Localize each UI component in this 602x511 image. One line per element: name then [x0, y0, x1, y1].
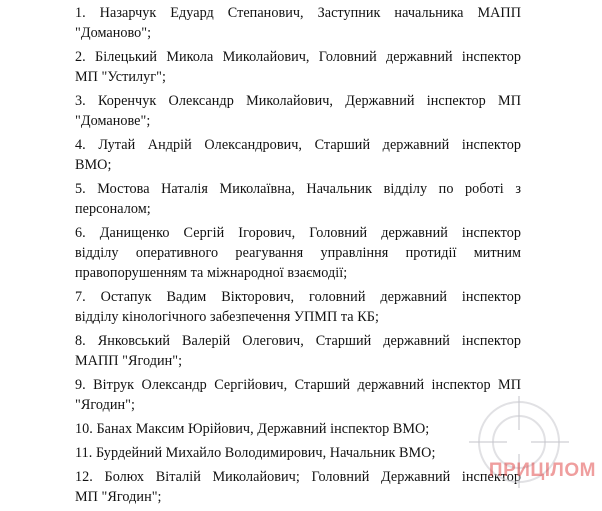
- list-item-line: 6. Данищенко Сергій Ігорович, Головний державний інспектор: [75, 225, 521, 241]
- watermark-text: ПРИЦІЛОМ: [488, 460, 596, 481]
- list-item-line: МП "Ягодин";: [75, 489, 162, 505]
- list-item-line: "Ягодин";: [75, 397, 135, 413]
- list-item-line: 5. Мостова Наталія Миколаївна, Начальник відділу по роботі з: [75, 181, 521, 197]
- list-item-line: відділу кінологічного забезпечення УПМП та КБ;: [75, 309, 379, 325]
- list-item: [75, 223, 521, 283]
- list-item-line: 4. Лутай Андрій Олександрович, Старший державний інспектор: [75, 137, 521, 153]
- document-body: [75, 3, 521, 511]
- list-item-line: відділу оперативного реагування управління протидії митним: [75, 245, 521, 261]
- list-item-line: МП "Устилуг";: [75, 69, 167, 85]
- list-item-line: "Доманове";: [75, 113, 151, 129]
- list-item: [75, 91, 521, 131]
- list-item-line: 10. Банах Максим Юрійович, Державний інспектор ВМО;: [75, 421, 430, 437]
- list-item: [75, 135, 521, 175]
- list-item: [75, 3, 521, 43]
- list-item-line: 1. Назарчук Едуард Степанович, Заступник начальника МАПП: [75, 5, 521, 21]
- list-item: [75, 179, 521, 219]
- list-item: [75, 287, 521, 327]
- list-item-line: 7. Остапук Вадим Вікторович, головний державний інспектор: [75, 289, 521, 305]
- list-item-line: персоналом;: [75, 201, 151, 217]
- list-item-line: правопорушенням та міжнародної взаємодії;: [75, 265, 348, 281]
- list-item: [75, 375, 521, 415]
- list-item: [75, 467, 521, 507]
- list-item: [75, 47, 521, 87]
- list-item-line: 9. Вітрук Олександр Сергійович, Старший державний інспектор МП: [75, 377, 521, 393]
- list-item-line: МАПП "Ягодин";: [75, 353, 183, 369]
- list-item-line: "Доманово";: [75, 25, 152, 41]
- list-item: [75, 443, 521, 463]
- list-item-line: 12. Болюх Віталій Миколайович; Головний Державний інспектор: [75, 469, 521, 485]
- list-item-line: 3. Коренчук Олександр Миколайович, Державний інспектор МП: [75, 93, 521, 109]
- list-item: [75, 419, 521, 439]
- list-item-line: 8. Янковський Валерій Олегович, Старший державний інспектор: [75, 333, 521, 349]
- list-item: [75, 331, 521, 371]
- list-item-line: ВМО;: [75, 157, 112, 173]
- list-item-line: 11. Бурдейний Михайло Володимирович, Начальник ВМО;: [75, 445, 436, 461]
- list-item-line: 2. Білецький Микола Миколайович, Головний державний інспектор: [75, 49, 521, 65]
